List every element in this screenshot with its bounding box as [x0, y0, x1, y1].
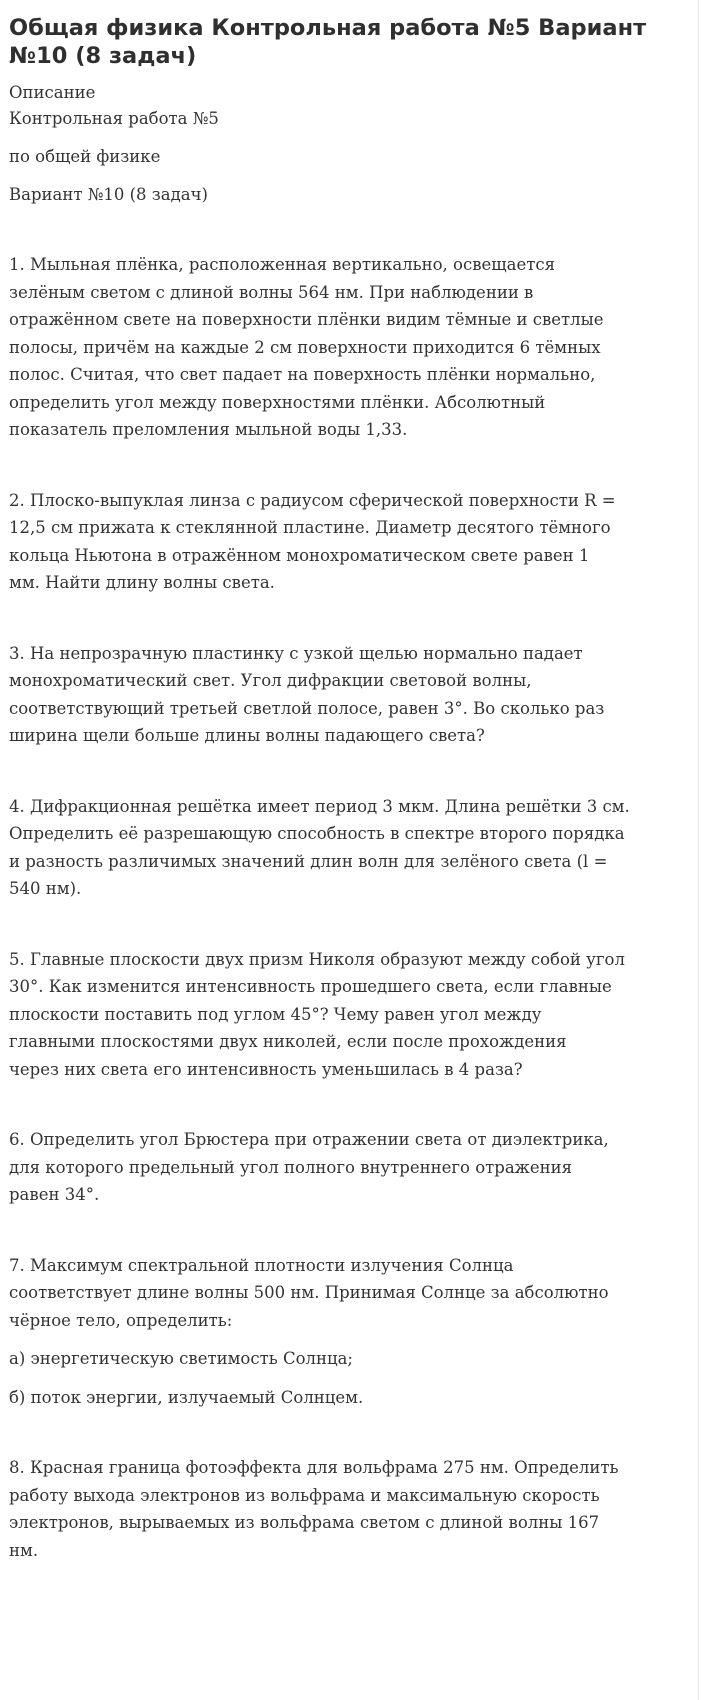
task-5: 5. Главные плоскости двух призм Николя образуют между собой угол 30°. Как изменится интенсивность прошедшего света, если главные плоскости поставить под углом 45°? Чему равен угол между главными плоскостями двух николей, если после прохождения через них света его интенсивность уменьшилась в 4 раза? — [9, 949, 625, 1079]
task-7-part-a: а) энергетическую светимость Солнца; — [9, 1349, 353, 1368]
description-label: Описание — [9, 83, 96, 102]
task-2: 2. Плоско-выпуклая линза с радиусом сферической поверхности R = 12,5 см прижата к стеклянной пластине. Диаметр десятого тёмного кольца Ньютона в отражённом монохроматическом свете равен 1 мм. Найти длину волны света. — [9, 490, 616, 592]
task-6: 6. Определить угол Брюстера при отражении света от диэлектрика, для которого предельный угол полного внутреннего отражения равен 34°. — [9, 1130, 609, 1204]
task-8: 8. Красная граница фотоэффекта для вольфрама 275 нм. Определить работу выхода электронов из вольфрама и максимальную скорость электронов, вырываемых из вольфрама светом с длиной волны 167 нм. — [9, 1458, 619, 1560]
page-title: Общая физика Контрольная работа №5 Вариант №10 (8 задач) — [9, 15, 647, 69]
task-1: 1. Мыльная плёнка, расположенная вертикально, освещается зелёным светом с длиной волны 564 нм. При наблюдении в отражённом свете на поверхности плёнки видим тёмные и светлые полосы, причём на каждые 2 см поверхности приходится 6 тёмных полос. Считая, что свет падает на поверхность плёнки нормально, определить угол между поверхностями плёнки. Абсолютный показатель преломления мыльной воды 1,33. — [9, 255, 604, 439]
intro-variant: Вариант №10 (8 задач) — [9, 185, 208, 204]
task-7: 7. Максимум спектральной плотности излучения Солнца соответствует длине волны 500 нм. Принимая Солнце за абсолютно чёрное тело, определить: — [9, 1255, 609, 1330]
task-4: 4. Дифракционная решётка имеет период 3 мкм. Длина решётки 3 см. Определить её разрешающую способность в спектре второго порядка и разность различимых значений длин волн для зелёного света (l = 540 нм). — [9, 796, 630, 898]
task-7-part-b: б) поток энергии, излучаемый Солнцем. — [9, 1387, 364, 1407]
intro-subject: по общей физике — [9, 147, 161, 166]
intro-work-title: Контрольная работа №5 — [9, 109, 219, 128]
task-3: 3. На непрозрачную пластинку с узкой щелью нормально падает монохроматический свет. Угол дифракции световой волны, соответствующий третьей светлой полосе, равен 3°. Во сколько раз ширина щели больше длины волны падающего света? — [9, 643, 605, 745]
page-border-line — [698, 0, 699, 1700]
